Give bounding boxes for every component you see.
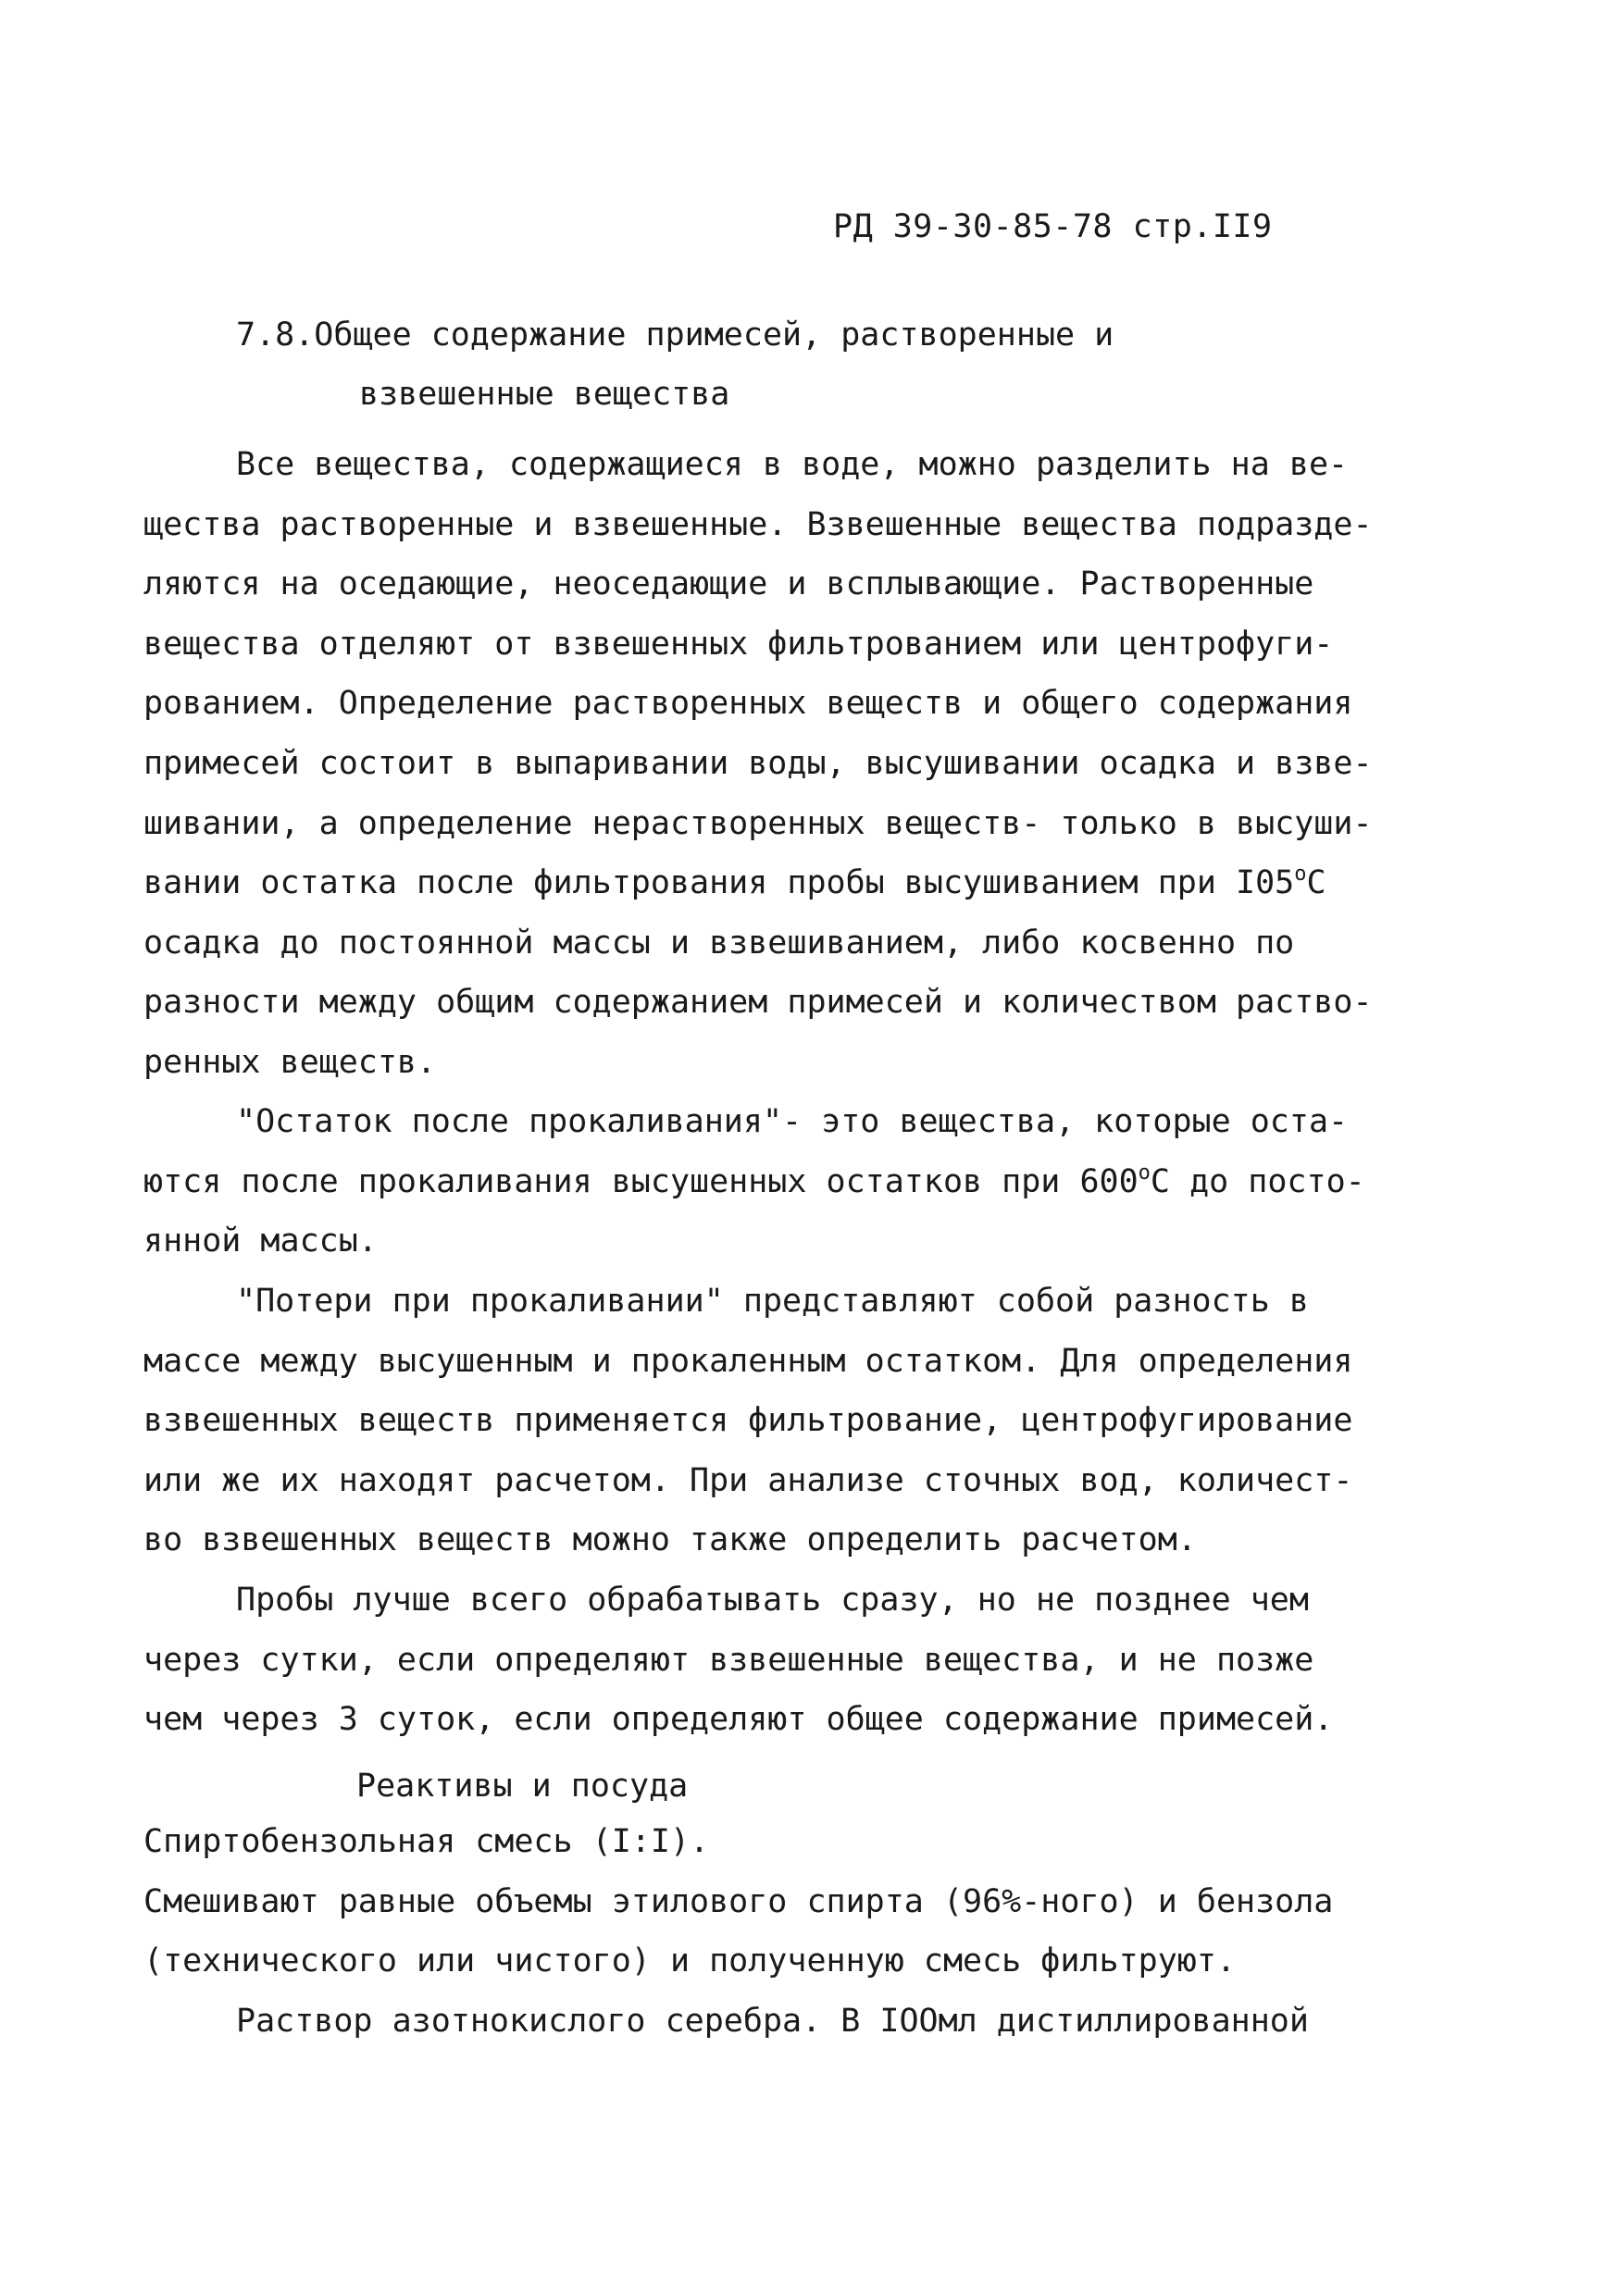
temperature-unit: С до посто- [1150,1162,1365,1200]
degree-sign: о [1294,863,1307,887]
text-line-with-degree [143,1152,1365,1212]
reagents-text [143,1812,1333,2051]
paragraph-2 [143,1092,1365,1272]
text-line: "Потери при прокаливании" представляют собой разность в [236,1283,1309,1320]
text-line: шивании, а определение нерастворенных веществ- только в высуши- [143,804,1373,842]
text-line: Пробы лучше всего обрабатывать сразу, но не позднее чем [236,1582,1309,1619]
page-header: РД 39-30-85-78 стр.II9 [833,208,1273,245]
text-line: щества растворенные и взвешенные. Взвешенные вещества подразде- [143,505,1373,543]
text-line: Спиртобензольная смесь (I:I). [143,1823,710,1860]
text-line: во взвешенных веществ можно также определить расчетом. [143,1521,1197,1559]
text-line: ются после прокаливания высушенных остатков при 600 [143,1162,1139,1200]
text-line: массе между высушенным и прокаленным остатком. Для определения [143,1342,1353,1380]
text-line: ляются на оседающие, неоседающие и всплывающие. Растворенные [143,565,1314,603]
temperature-unit: С [1306,864,1326,902]
text-line: Все вещества, содержащиеся в воде, можно разделить на ве- [236,446,1349,483]
text-line: вещества отделяют от взвешенных фильтрованием или центрофуги- [143,625,1334,663]
paragraph-3 [143,1272,1352,1570]
section-title-line-1: 7.8.Общее содержание примесей, растворенные и [236,316,1114,354]
text-line: "Остаток после прокаливания"- это вещества, которые оста- [236,1103,1349,1140]
degree-sign: о [1138,1160,1151,1185]
text-line: (технического или чистого) и полученную смесь фильтруют. [143,1942,1237,1980]
section-title [236,305,1114,424]
text-line: Раствор азотнокислого серебра. В IOOмл дистиллированной [236,2002,1309,2040]
text-line: или же их находят расчетом. При анализе сточных вод, количест- [143,1461,1353,1499]
reagents-heading: Реактивы и посуда [356,1768,689,1805]
text-line: чем через 3 суток, если определяют общее содержание примесей. [143,1701,1334,1739]
text-line: примесей состоит в выпаривании воды, высушивании осадка и взве- [143,744,1373,782]
text-line: осадка до постоянной массы и взвешиванием, либо косвенно по [143,924,1295,962]
paragraph-4 [143,1570,1333,1750]
text-line: вании остатка после фильтрования пробы высушиванием при I05 [143,864,1295,902]
text-line: рованием. Определение растворенных веществ и общего содержания [143,685,1353,723]
section-title-line-2: взвешенные вещества [359,376,730,413]
text-line: взвешенных веществ применяется фильтрование, центрофугирование [143,1402,1353,1440]
text-line: янной массы. [143,1222,378,1260]
text-line: через сутки, если определяют взвешенные вещества, и не позже [143,1641,1314,1679]
text-line: разности между общим содержанием примесей и количеством раство- [143,984,1373,1022]
text-line: ренных веществ. [143,1043,437,1081]
text-line: Смешивают равные объемы этилового спирта (96%-ного) и бензола [143,1882,1334,1920]
text-line-with-degree [143,853,1373,913]
paragraph-1 [143,435,1373,1093]
